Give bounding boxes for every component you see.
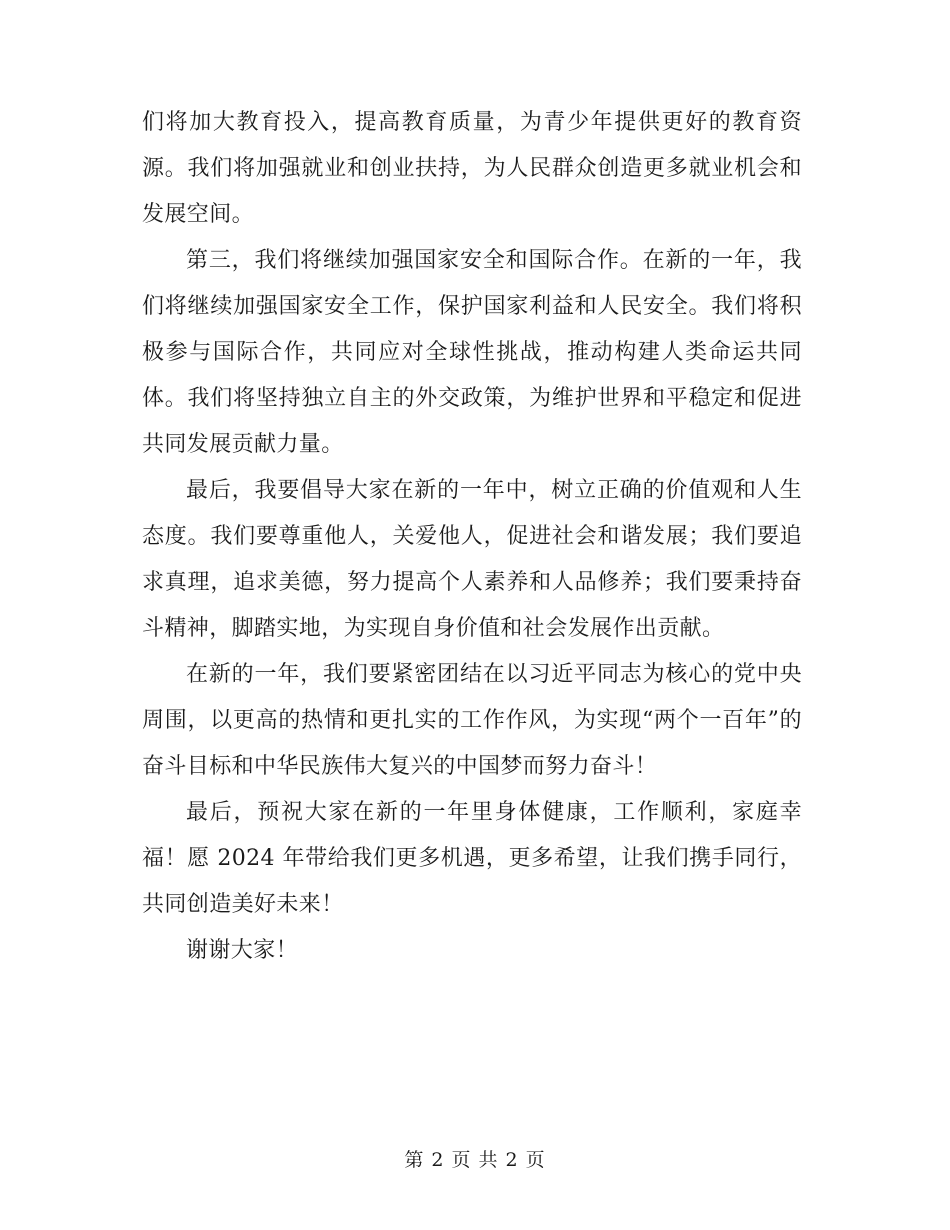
page-number-footer: 第 2 页 共 2 页 [404, 1149, 546, 1171]
document-body [142, 100, 802, 974]
paragraph-thanks: 谢谢大家！ [186, 938, 299, 963]
paragraph-national-security: 第三，我们将继续加强国家安全和国际合作。在新的一年，我们将继续加强国家安全工作，保护国家利益和人民安全。我们将积极参与国际合作，共同应对全球性挑战，推动构建人类命运共同体。我们将坚持独立自主的外交政策，为维护世界和平稳定和促进共同发展贡献力量。 [142, 248, 802, 457]
paragraph-continued: 们将加大教育投入，提高教育质量，为青少年提供更好的教育资源。我们将加强就业和创业扶持，为人民群众创造更多就业机会和发展空间。 [142, 110, 802, 227]
paragraph-wishes: 最后，预祝大家在新的一年里身体健康，工作顺利，家庭幸福！愿 2024 年带给我们更多机遇，更多希望，让我们携手同行，共同创造美好未来！ [142, 800, 802, 917]
paragraph-unity: 在新的一年，我们要紧密团结在以习近平同志为核心的党中央周围，以更高的热情和更扎实的工作作风，为实现“两个一百年”的奋斗目标和中华民族伟大复兴的中国梦而努力奋斗！ [142, 662, 802, 779]
paragraph-values: 最后，我要倡导大家在新的一年中，树立正确的价值观和人生态度。我们要尊重他人，关爱他人，促进社会和谐发展；我们要追求真理，追求美德，努力提高个人素养和人品修养；我们要秉持奋斗精神，脚踏实地，为实现自身价值和社会发展作出贡献。 [142, 478, 802, 641]
